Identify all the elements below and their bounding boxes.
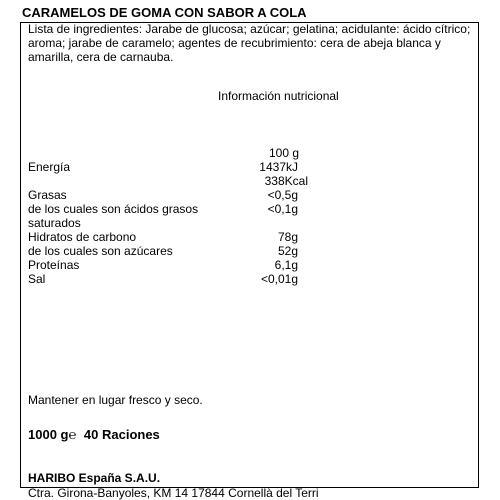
nutrition-label-sugars: de los cuales son azúcares [28, 244, 173, 258]
nutrition-label-energy: Energía [28, 160, 71, 174]
nutrition-per-header: 100 g [269, 146, 300, 160]
ingredients-list: Lista de ingredientes: Jarabe de glucosa; azúcar; gelatina; acidulante: ácido cítrico; aroma; jarabe de caramelo; agentes de recubrimiento: cera de abeja blanca y amarilla, cera de carnauba. [28, 22, 471, 64]
nutrition-value-energy-kj: 1437kJ [259, 160, 298, 174]
company-address: Ctra. Girona-Banyoles, KM 14 17844 Cornellà del Terri [28, 486, 319, 500]
nutrition-value-salt: <0,01g [260, 272, 298, 286]
nutrition-label-carbs: Hidratos de carbono [28, 230, 137, 244]
nutrition-label-salt: Sal [28, 272, 46, 286]
company-name: HARIBO España S.A.U. [28, 471, 161, 485]
net-weight: 1000 g℮ [28, 427, 77, 442]
package-info [28, 427, 160, 442]
product-title: CARAMELOS DE GOMA CON SABOR A COLA [22, 5, 307, 20]
nutrition-label-saturates: de los cuales son ácidos grasos [28, 202, 199, 216]
nutrition-value-energy-kcal: 338Kcal [264, 174, 308, 188]
nutrition-label-saturates-cont: saturados [28, 216, 81, 230]
nutrition-label-fat: Grasas [28, 188, 67, 202]
nutrition-value-protein: 6,1g [274, 258, 298, 272]
nutrition-value-saturates: <0,1g [267, 202, 298, 216]
nutrition-value-fat: <0,5g [267, 188, 298, 202]
nutrition-title: Información nutricional [218, 89, 339, 103]
nutrition-value-carbs: 78g [277, 230, 298, 244]
nutrition-value-sugars: 52g [277, 244, 298, 258]
nutrition-label-protein: Proteínas [28, 258, 80, 272]
servings-count: 40 Raciones [83, 427, 160, 442]
storage-instructions: Mantener en lugar fresco y seco. [28, 393, 203, 407]
